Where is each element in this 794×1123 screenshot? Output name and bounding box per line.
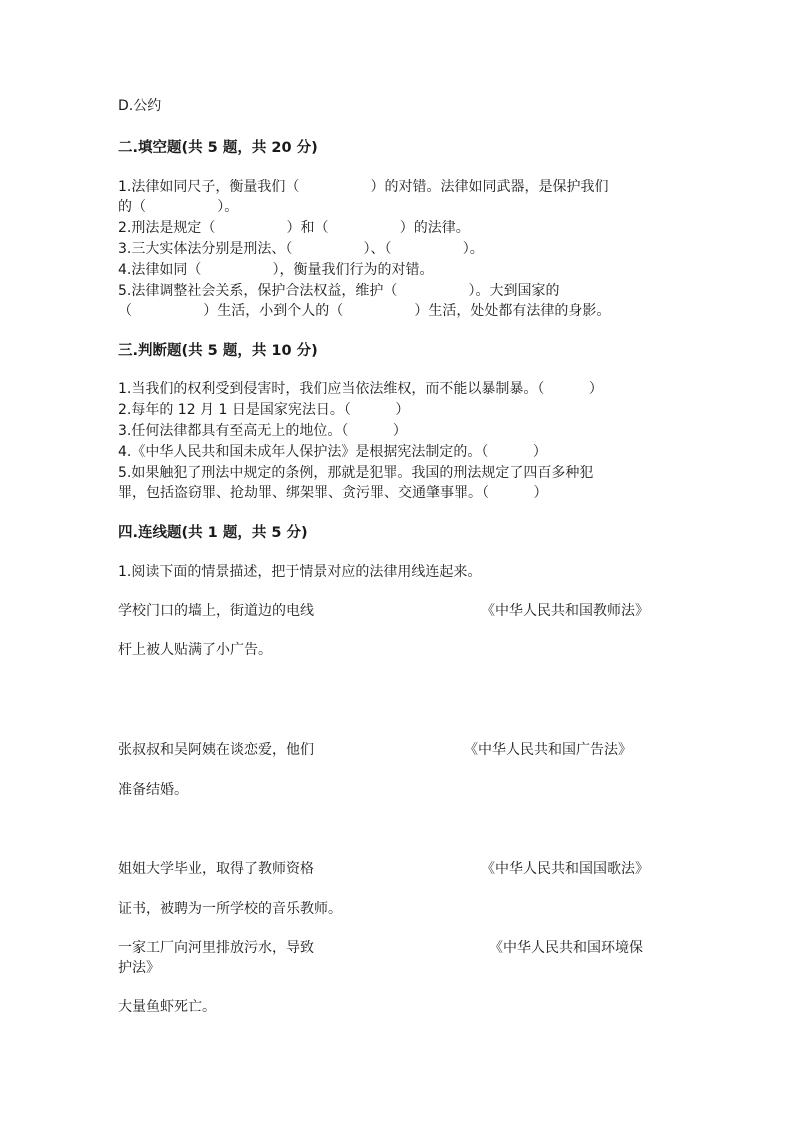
law-anthem: 《中华人民共和国国歌法》 [481, 861, 649, 877]
scene-4-line-1: 一家工厂向河里排放污水，导致 [118, 940, 314, 956]
law-environment-continued: 护法》 [118, 960, 160, 976]
fill-line: 5.法律调整社会关系，保护合法权益，维护（ ）。大到国家的 [118, 283, 560, 299]
fill-section-heading: 二.填空题(共 5 题，共 20 分) [118, 140, 318, 156]
judge-section-heading: 三.判断题(共 5 题，共 10 分) [118, 343, 318, 359]
judge-line: 5.如果触犯了刑法中规定的条例，那就是犯罪。我国的刑法规定了四百多种犯 [118, 465, 594, 481]
fill-line: 的（ ）。 [118, 199, 239, 215]
law-teacher: 《中华人民共和国教师法》 [481, 603, 649, 619]
judge-line: 3.任何法律都具有至高无上的地位。（ ） [118, 423, 407, 439]
law-advertising: 《中华人民共和国广告法》 [464, 742, 632, 758]
scene-1-line-2: 杆上被人贴满了小广告。 [118, 642, 272, 658]
scene-1-line-1: 学校门口的墙上，街道边的电线 [118, 603, 314, 619]
fill-line: 3.三大实体法分别是刑法、（ ）、（ ）。 [118, 241, 484, 257]
match-instruction: 1.阅读下面的情景描述，把于情景对应的法律用线连起来。 [118, 564, 482, 580]
judge-line: 罪，包括盗窃罪、抢劫罪、绑架罪、贪污罪、交通肇事罪。（ ） [118, 485, 548, 501]
fill-line: （ ）生活，小到个人的（ ）生活，处处都有法律的身影。 [118, 303, 611, 319]
previous-option-d: D.公约 [118, 98, 162, 114]
scene-2-line-1: 张叔叔和吴阿姨在谈恋爱，他们 [118, 742, 314, 758]
fill-line: 1.法律如同尺子，衡量我们（ ）的对错。法律如同武器，是保护我们 [118, 179, 609, 195]
law-environment: 《中华人民共和国环境保 [489, 940, 643, 956]
fill-line: 2.刑法是规定（ ）和（ ）的法律。 [118, 220, 470, 236]
match-section-heading: 四.连线题(共 1 题，共 5 分) [118, 525, 308, 541]
scene-4-line-2: 大量鱼虾死亡。 [118, 999, 216, 1015]
scene-2-line-2: 准备结婚。 [118, 782, 188, 798]
fill-line: 4.法律如同（ ），衡量我们行为的对错。 [118, 262, 434, 278]
scene-3-line-1: 姐姐大学毕业，取得了教师资格 [118, 861, 314, 877]
scene-3-line-2: 证书，被聘为一所学校的音乐教师。 [118, 901, 342, 917]
judge-line: 4.《中华人民共和国未成年人保护法》是根据宪法制定的。（ ） [118, 444, 547, 460]
judge-line: 2.每年的 12 月 1 日是国家宪法日。（ ） [118, 402, 410, 418]
judge-line: 1.当我们的权利受到侵害时，我们应当依法维权，而不能以暴制暴。（ ） [118, 381, 603, 397]
